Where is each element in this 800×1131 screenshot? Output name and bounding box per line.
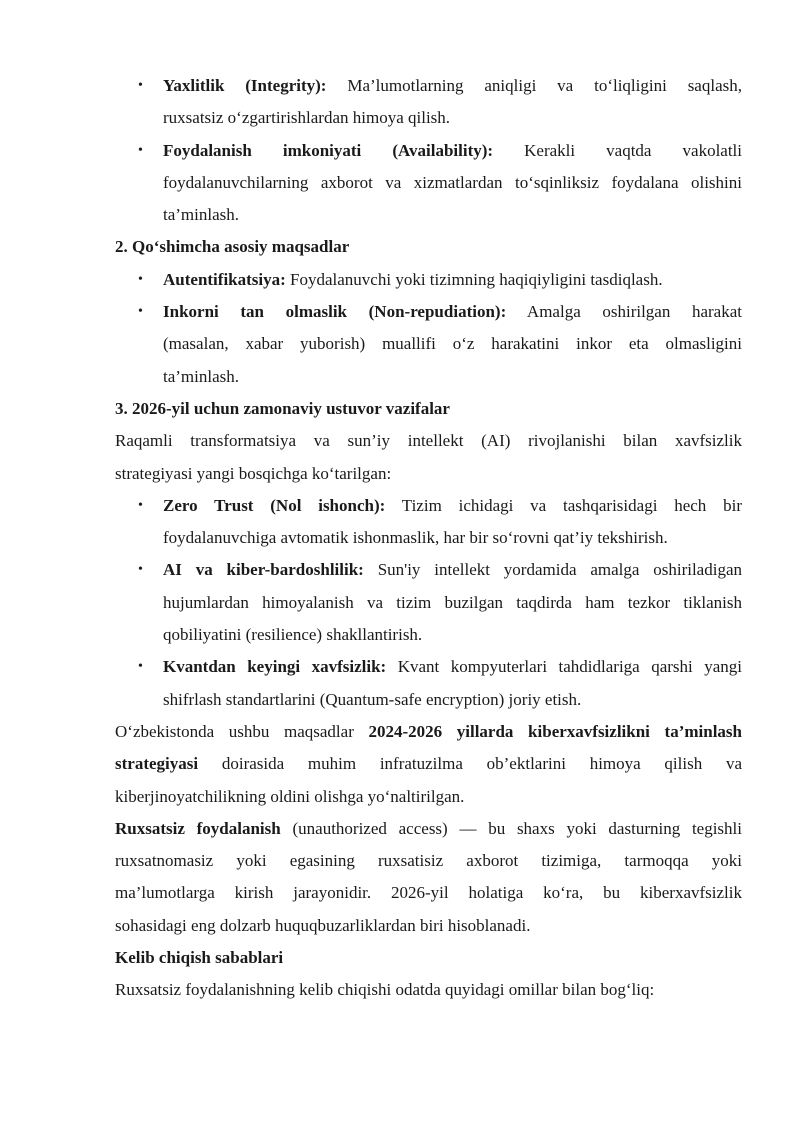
- bullet-authentication: [115, 264, 742, 296]
- text: Sun'iy intellekt yordamida amalga oshiriladigan: [377, 560, 742, 580]
- text: Ma’lumotlarning aniqligi va to‘liqligini saqlash,: [347, 76, 742, 95]
- bullet-post-quantum-cont: [115, 684, 742, 716]
- bullet-ai-resilience: [115, 554, 742, 586]
- paragraph-line: ma’lumotlarga kirish jarayonidir. 2026-yil holatiga ko‘ra, bu kiberxavfsizlik: [115, 883, 742, 903]
- bullet-dot: •: [138, 659, 143, 675]
- term-non-repudiation: Inkorni tan olmaslik (Non-repudiation):: [163, 302, 507, 322]
- text: O‘zbekistonda ushbu maqsadlar: [115, 721, 354, 741]
- strategy-title: strategiyasi: [115, 754, 199, 774]
- bullet-zero-trust: [115, 490, 742, 522]
- term-authentication: Autentifikatsiya:: [163, 269, 286, 289]
- text: Amalga oshirilgan harakat: [526, 302, 742, 322]
- bullet-dot: •: [138, 78, 143, 93]
- text: ta’minlash.: [163, 366, 240, 386]
- text: shifrlash standartlarini (Quantum-safe encryption) joriy etish.: [163, 689, 582, 709]
- term-ai-resilience: AI va kiber-bardoshlilik:: [163, 560, 364, 580]
- text: foydalanuvchilarning axborot va xizmatlardan to‘sqinliksiz foydalana olishini: [163, 172, 742, 192]
- bullet-availability: [115, 135, 742, 167]
- bullet-availability-cont: [115, 199, 742, 231]
- term-post-quantum: Kvantdan keyingi xavfsizlik:: [163, 657, 387, 677]
- paragraph-line: sohasidagi eng dolzarb huquqbuzarliklardan biri hisoblanadi.: [115, 915, 531, 935]
- text: (unauthorized access) — bu shaxs yoki dasturning tegishli: [292, 818, 742, 838]
- term-integrity: Yaxlitlik (Integrity):: [163, 76, 327, 95]
- text: Kvant kompyuterlari tahdidlariga qarshi yangi: [397, 657, 742, 677]
- text: doirasida muhim infratuzilma ob’ektlarini himoya qilish va: [221, 754, 742, 774]
- paragraph-line: kiberjinoyatchilikning oldini olishga yo‘naltirilgan.: [115, 786, 465, 806]
- text: (masalan, xabar yuborish) muallifi o‘z harakatini inkor eta olmasligini: [163, 334, 742, 354]
- bullet-post-quantum: [115, 651, 742, 683]
- bullet-integrity-cont: [115, 102, 742, 134]
- document-page: [115, 70, 742, 1007]
- paragraph-line: [115, 813, 742, 845]
- section-heading-causes: Kelib chiqish sabablari: [115, 948, 284, 968]
- bullet-ai-resilience-cont: [115, 587, 742, 619]
- paragraph-line: [115, 748, 742, 780]
- bullet-non-repudiation-cont: [115, 328, 742, 360]
- section-heading-3: 3. 2026-yil uchun zamonaviy ustuvor vazifalar: [115, 398, 450, 418]
- bullet-availability-cont: [115, 167, 742, 199]
- text: ta’minlash.: [163, 205, 240, 225]
- term-zero-trust: Zero Trust (Nol ishonch):: [163, 495, 386, 515]
- section-heading-2: 2. Qo‘shimcha asosiy maqsadlar: [115, 237, 350, 257]
- text: Foydalanuvchi yoki tizimning haqiqiyligini tasdiqlash.: [290, 269, 663, 289]
- paragraph-line: [115, 716, 742, 748]
- bullet-dot: •: [138, 271, 143, 287]
- strategy-title: 2024-2026 yillarda kiberxavfsizlikni ta’minlash: [368, 721, 742, 741]
- bullet-dot: •: [138, 562, 143, 578]
- bullet-zero-trust-cont: [115, 522, 742, 554]
- bullet-dot: •: [138, 497, 143, 513]
- bullet-dot: •: [138, 304, 143, 320]
- bullet-non-repudiation-cont: [115, 361, 742, 393]
- paragraph-line: Raqamli transformatsiya va sun’iy intellekt (AI) rivojlanishi bilan xavfsizlik: [115, 431, 742, 451]
- text: Kerakli vaqtda vakolatli: [524, 140, 742, 160]
- text: foydalanuvchiga avtomatik ishonmaslik, har bir so‘rovni qat’iy tekshirish.: [163, 528, 668, 548]
- paragraph-line: strategiyasi yangi bosqichga ko‘tarilgan:: [115, 463, 392, 483]
- term-availability: Foydalanish imkoniyati (Availability):: [163, 140, 494, 160]
- paragraph-line: ruxsatnomasiz yoki egasining ruxsatisiz axborot tizimiga, tarmoqqa yoki: [115, 851, 742, 871]
- bullet-integrity: [115, 70, 742, 102]
- term-unauthorized-access: Ruxsatsiz foydalanish: [115, 818, 281, 838]
- text: ruxsatsiz o‘zgartirishlardan himoya qilish.: [163, 108, 451, 128]
- text: Tizim ichidagi va tashqarisidagi hech bir: [401, 495, 742, 515]
- bullet-non-repudiation: [115, 296, 742, 328]
- bullet-dot: •: [138, 142, 143, 158]
- paragraph-line: Ruxsatsiz foydalanishning kelib chiqishi odatda quyidagi omillar bilan bog‘liq:: [115, 980, 655, 1000]
- text: hujumlardan himoyalanish va tizim buzilgan taqdirda ham tezkor tiklanish: [163, 592, 742, 612]
- bullet-ai-resilience-cont: [115, 619, 742, 651]
- text: qobiliyatini (resilience) shakllantirish.: [163, 625, 423, 645]
